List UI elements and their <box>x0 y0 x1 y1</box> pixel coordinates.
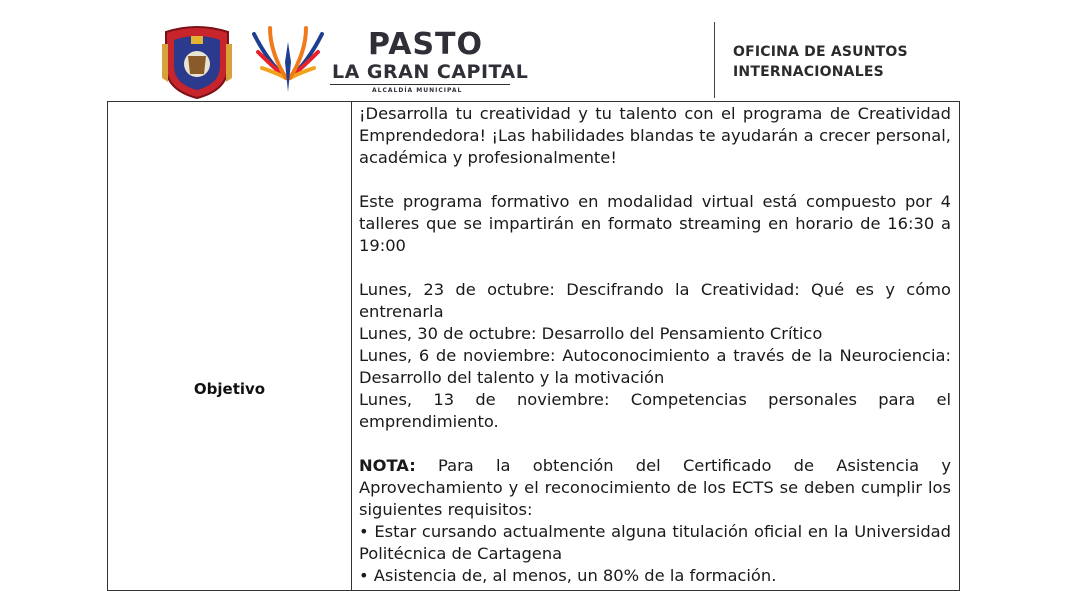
brand-name: PASTO <box>368 27 484 62</box>
note-text: Para la obtención del Certificado de Asistencia y Aprovechamiento y el reconocimiento de los ECTS se deben cumplir los siguientes requisitos: <box>359 456 951 519</box>
pasto-bird-logo <box>248 22 328 94</box>
intro-paragraph: ¡Desarrolla tu creatividad y tu talento con el programa de Creatividad Emprendedora! ¡Las habilidades blandas te ayudarán a crecer personal, académica y profesionalmente! <box>359 104 951 167</box>
objective-content <box>359 103 951 587</box>
session-item: Lunes, 23 de octubre: Descifrando la Creatividad: Qué es y cómo entrenarla <box>359 280 951 321</box>
label-cell <box>108 102 351 590</box>
brand-underline <box>330 84 510 85</box>
column-divider <box>351 102 352 590</box>
requirement-item: • Asistencia de, al menos, un 80% de la formación. <box>359 566 777 585</box>
note-label: NOTA: <box>359 456 416 475</box>
header-divider <box>714 22 715 98</box>
office-line-1: OFICINA DE ASUNTOS <box>733 44 908 60</box>
document-header <box>0 0 1068 102</box>
coat-of-arms-logo <box>158 22 236 100</box>
session-item: Lunes, 13 de noviembre: Competencias personales para el emprendimiento. <box>359 390 951 431</box>
office-name <box>733 42 908 82</box>
note-paragraph <box>359 455 951 521</box>
program-paragraph: Este programa formativo en modalidad virtual está compuesto por 4 talleres que se impartirán en formato streaming en horario de 16:30 a 19:00 <box>359 192 951 255</box>
requirement-item: • Estar cursando actualmente alguna titulación oficial en la Universidad Politécnica de Cartagena <box>359 522 951 563</box>
session-item: Lunes, 30 de octubre: Desarrollo del Pensamiento Crítico <box>359 324 823 343</box>
brand-tagline: LA GRAN CAPITAL <box>332 61 529 83</box>
session-item: Lunes, 6 de noviembre: Autoconocimiento a través de la Neurociencia: Desarrollo del talento y la motivación <box>359 346 951 387</box>
brand-subtitle: ALCALDÍA MUNICIPAL <box>372 87 463 94</box>
objective-label: Objetivo <box>193 380 266 398</box>
objective-table <box>107 101 960 591</box>
office-line-2: INTERNACIONALES <box>733 64 884 80</box>
